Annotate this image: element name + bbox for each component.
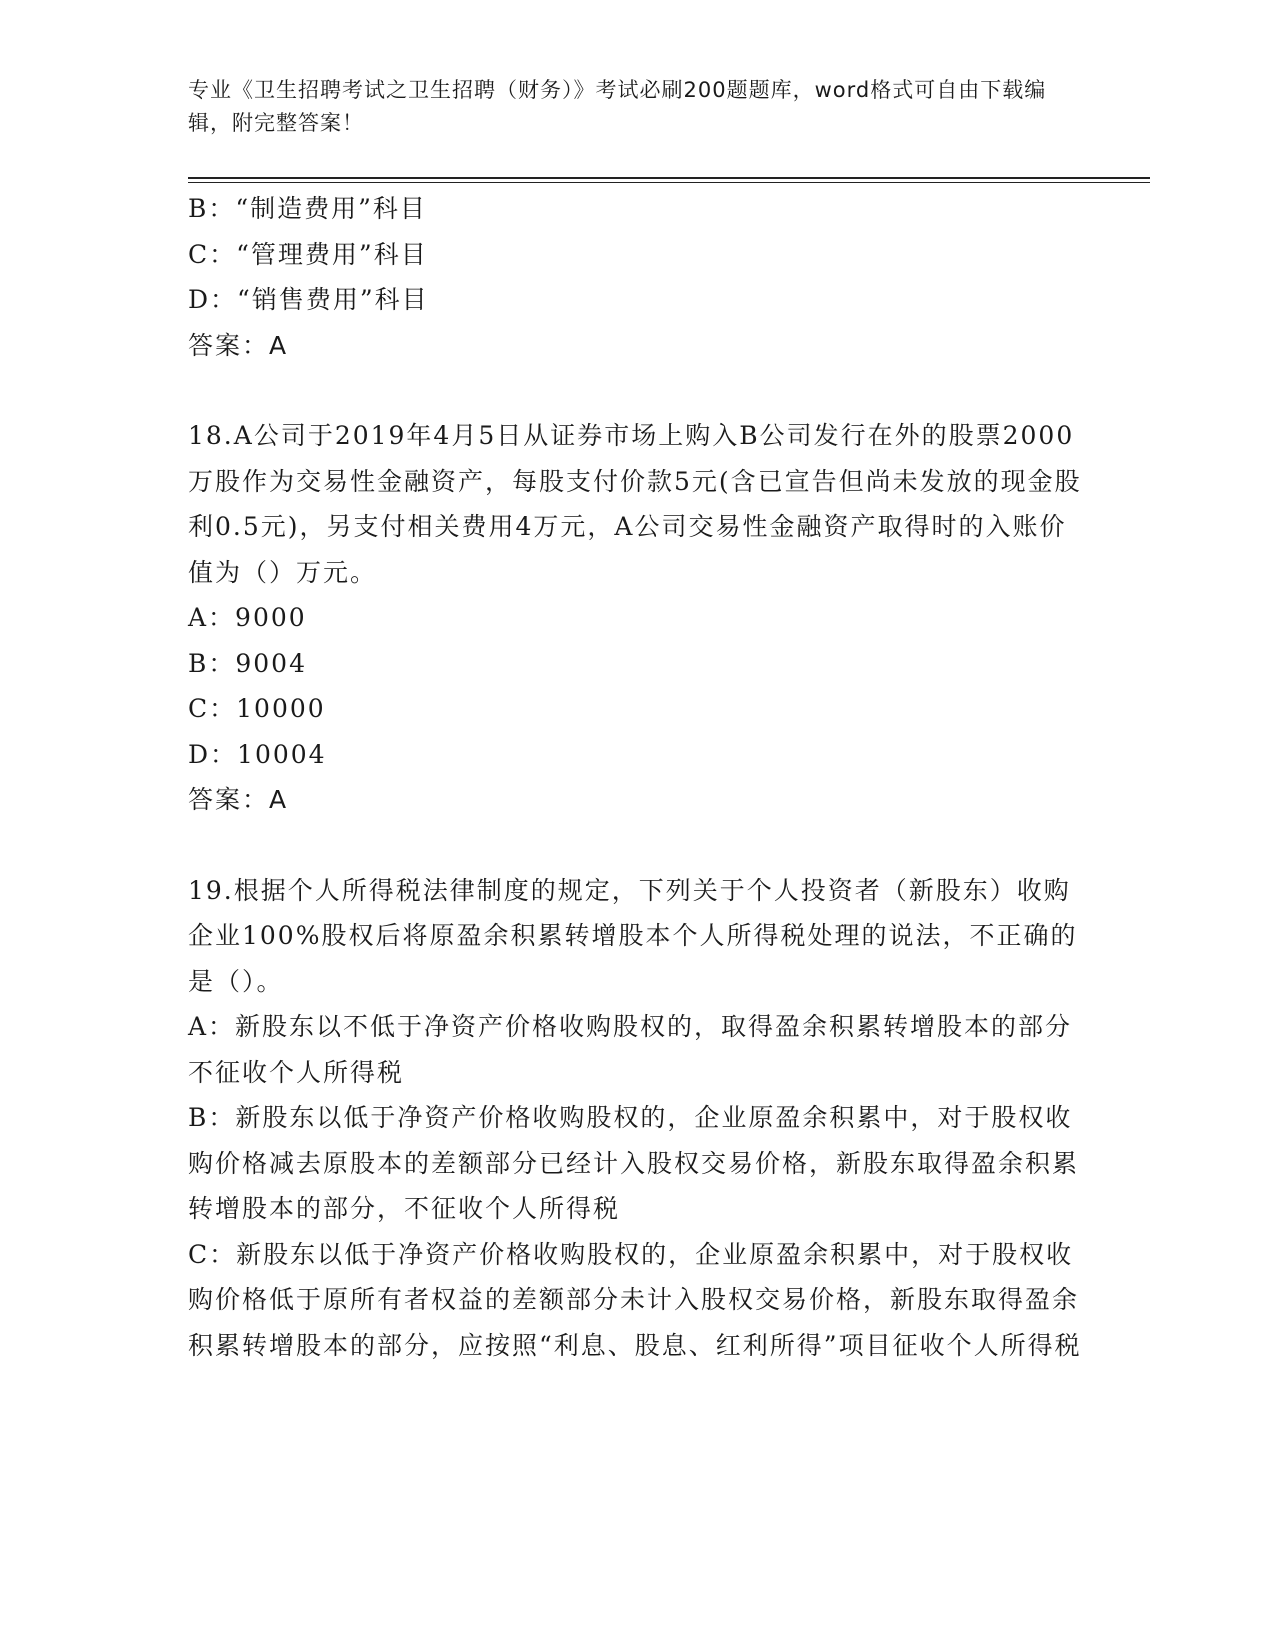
question-stem: 19.根据个人所得税法律制度的规定，下列关于个人投资者（新股东）收购企业100%股权后将原盈余积累转增股本个人所得税处理的说法，不正确的是（）。 [188, 875, 1078, 996]
option-b: B：9004 [188, 648, 307, 678]
page-header: 专业《卫生招聘考试之卫生招聘（财务）》考试必刷200题题库，word格式可自由下载编辑，附完整答案！ [188, 78, 1047, 135]
option-c: C：“管理费用”科目 [188, 239, 428, 269]
option-a: A：9000 [188, 603, 307, 632]
question-18 [188, 413, 1088, 823]
option-c: C：10000 [188, 694, 326, 723]
option-c: C：新股东以低于净资产价格收购股权的，企业原盈余积累中，对于股权收购价格低于原所有者权益的差额部分未计入股权交易价格，新股东取得盈余积累转增股本的部分，应按照“利息、股息、红利所得”项目征收个人所得税 [188, 1239, 1082, 1360]
option-b: B：新股东以低于净资产价格收购股权的，企业原盈余积累中，对于股权收购价格减去原股本的差额部分已经计入股权交易价格，新股东取得盈余积累转增股本的部分，不征收个人所得税 [188, 1103, 1080, 1223]
answer-line: 答案：A [188, 785, 289, 814]
header-divider-thick [188, 177, 1150, 179]
question-19 [188, 868, 1088, 1369]
question-stem: 18.A公司于2019年4月5日从证券市场上购入B公司发行在外的股票2000万股作为交易性金融资产，每股支付价款5元(含已宣告但尚未发放的现金股利0.5元)，另支付相关费用4万元，A公司交易性金融资产取得时的入账价值为（）万元。 [188, 421, 1082, 587]
header-divider-thin [188, 182, 1150, 183]
question-17-tail [188, 186, 1088, 368]
answer-line: 答案：A [188, 330, 289, 360]
option-a: A：新股东以不低于净资产价格收购股权的，取得盈余积累转增股本的部分不征收个人所得税 [188, 1012, 1073, 1087]
option-b: B：“制造费用”科目 [188, 194, 427, 223]
document-body [188, 186, 1088, 1368]
option-d: D：10004 [188, 739, 327, 769]
option-d: D：“销售费用”科目 [188, 285, 429, 314]
